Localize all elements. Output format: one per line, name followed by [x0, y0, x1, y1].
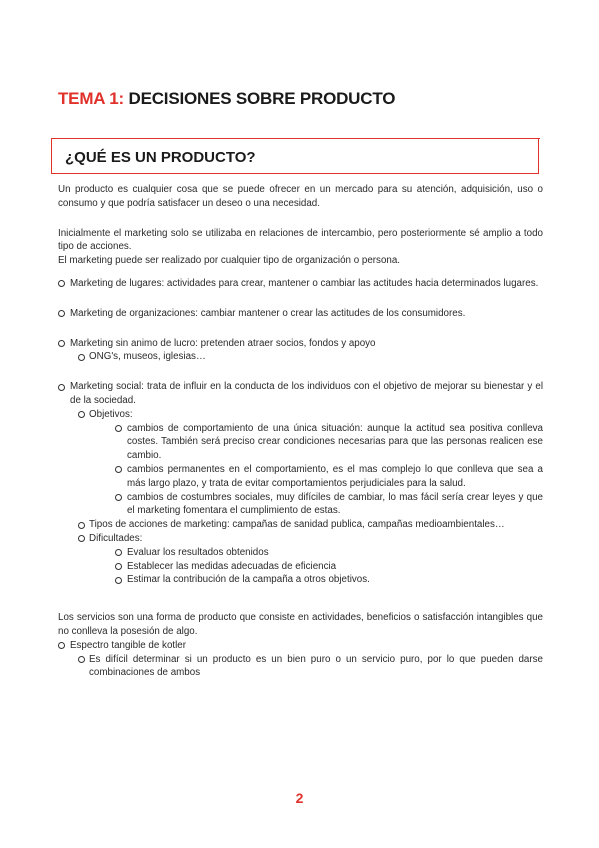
list-item-text: cambios de comportamiento de una única situación: aunque la actitud sea positiva conlleva costes. También será preciso crear condiciones necesarias para que las personas realicen ese cambio.: [127, 422, 543, 462]
bullet-icon: [58, 384, 65, 391]
paragraph-intro-b: El marketing puede ser realizado por cualquier tipo de organización o persona.: [58, 255, 401, 267]
list-item-text: Espectro tangible de kotler: [70, 639, 186, 651]
bullet-icon: [115, 425, 122, 432]
bullet-icon: [58, 340, 65, 347]
title-text: DECISIONES SOBRE PRODUCTO: [123, 89, 396, 108]
bullet-icon: [115, 577, 122, 584]
list-item: [58, 573, 543, 587]
list-item-text: ONG's, museos, iglesias…: [89, 351, 206, 363]
list-item-text: cambios permanentes en el comportamiento, es el mas complejo lo que conlleva que sea a más largo plazo, y trata de evitar comportamientos perjudiciales para la salud.: [127, 463, 543, 489]
list-item-text: Estimar la contribución de la campaña a otros objetivos.: [127, 574, 370, 586]
section-title: ¿QUÉ ES UN PRODUCTO?: [65, 149, 256, 166]
list-item-text: Objetivos:: [89, 408, 133, 420]
page-number: 2: [295, 790, 304, 806]
document-body: [58, 183, 543, 680]
bullet-icon: [115, 563, 122, 570]
list-item: [58, 422, 543, 463]
paragraph-definition: Un producto es cualquier cosa que se puede ofrecer en un mercado para su atención, adquisición, uso o consumo y que podría satisfacer un deseo o una necesidad.: [58, 184, 543, 209]
list-item-text: Marketing social: trata de influir en la conducta de los individuos con el objetivo de mejorar su bienestar y el de la sociedad.: [70, 381, 543, 406]
list-item: [58, 491, 543, 519]
bullet-icon: [58, 642, 65, 649]
list-item: [58, 639, 543, 653]
list-item-text: Es difícil determinar si un producto es un bien puro o un servicio puro, por lo que pueden darse combinaciones de ambos: [89, 653, 543, 679]
list-item-text: Marketing de lugares: actividades para crear, mantener o cambiar las actitudes hacia determinados lugares.: [70, 277, 539, 289]
list-item-text: Establecer las medidas adecuadas de eficiencia: [127, 560, 337, 572]
section-header-box: [51, 138, 539, 174]
bullet-icon: [78, 411, 85, 418]
list-item: [58, 277, 543, 291]
title-prefix: TEMA 1:: [58, 89, 124, 108]
list-item: [58, 560, 543, 574]
paragraph-servicios: Los servicios son una forma de producto que consiste en actividades, beneficios o satisfacción intangibles que no conlleva la posesión de algo.: [58, 612, 543, 637]
list-item: [58, 532, 543, 546]
list-item: [58, 653, 543, 681]
list-item-text: Evaluar los resultados obtenidos: [127, 546, 269, 558]
bullet-icon: [115, 494, 122, 501]
list-item: [58, 380, 543, 408]
list-item: [58, 463, 543, 491]
list-item-text: cambios de costumbres sociales, muy difíciles de cambiar, lo mas fácil sería crear leyes y que el marketing fomentara el cumplimiento de estas.: [127, 491, 543, 517]
bullet-icon: [58, 280, 65, 287]
list-item: [58, 546, 543, 560]
page-title: [58, 89, 395, 109]
bullet-icon: [115, 466, 122, 473]
paragraph-intro-a: Inicialmente el marketing solo se utilizaba en relaciones de intercambio, pero posteriormente sé amplio a todo tipo de acciones.: [58, 227, 543, 253]
list-item-text: Marketing sin animo de lucro: pretenden atraer socios, fondos y apoyo: [70, 337, 376, 349]
list-item-text: Marketing de organizaciones: cambiar mantener o crear las actitudes de los consumidores.: [70, 307, 466, 319]
list-item-text: Dificultades:: [89, 532, 143, 544]
list-item: [58, 408, 543, 422]
bullet-icon: [58, 310, 65, 317]
list-item-text: Tipos de acciones de marketing: campañas de sanidad publica, campañas medioambientales…: [89, 519, 505, 531]
list-item: [58, 518, 543, 532]
bullet-icon: [78, 354, 85, 361]
bullet-icon: [78, 522, 85, 529]
list-item: [58, 350, 543, 364]
list-item: [58, 337, 543, 351]
bullet-icon: [78, 535, 85, 542]
bullet-icon: [78, 656, 85, 663]
bullet-icon: [115, 549, 122, 556]
list-item: [58, 307, 543, 321]
